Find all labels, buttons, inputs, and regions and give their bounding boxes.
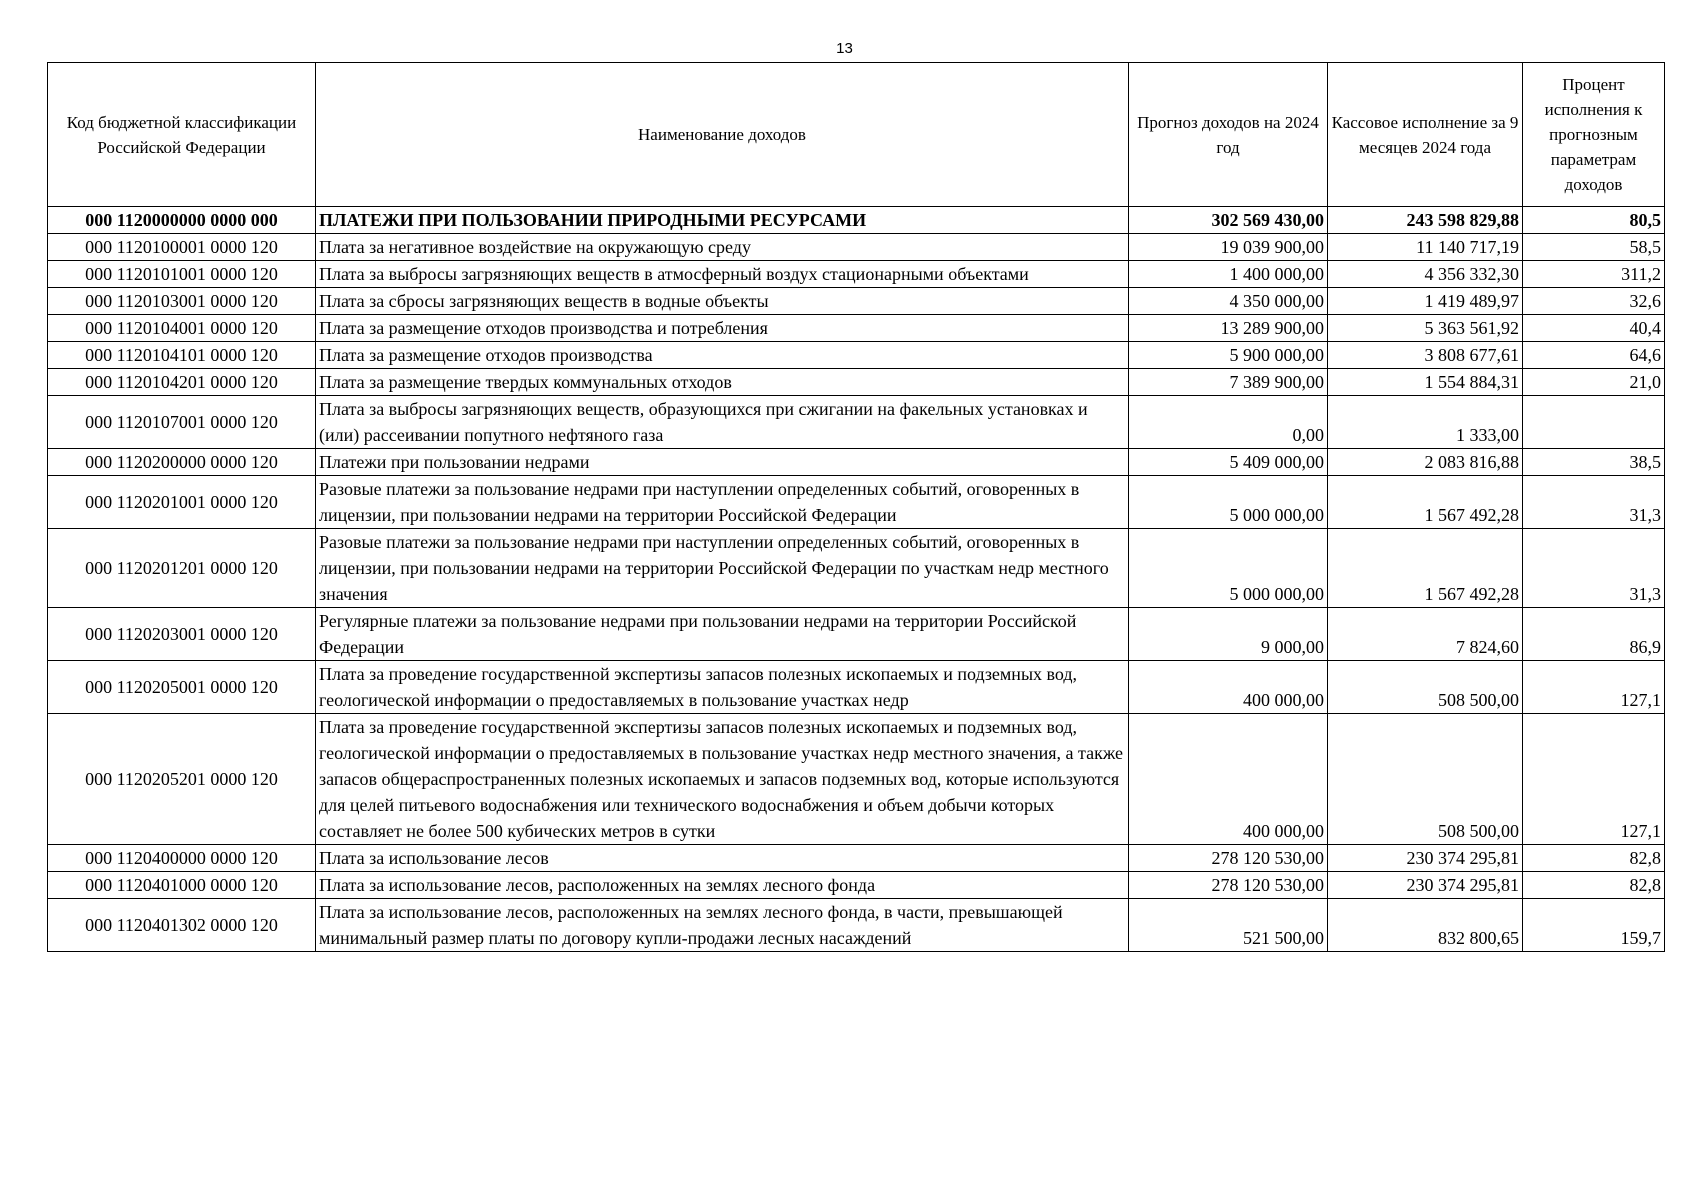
cell-code: 000 1120103001 0000 120 <box>48 288 316 315</box>
header-code: Код бюджетной классификации Российской Федерации <box>48 63 316 207</box>
cell-execution: 3 808 677,61 <box>1328 342 1523 369</box>
cell-code: 000 1120200000 0000 120 <box>48 449 316 476</box>
cell-execution: 2 083 816,88 <box>1328 449 1523 476</box>
cell-percent: 38,5 <box>1523 449 1665 476</box>
table-row <box>48 714 1665 845</box>
cell-code: 000 1120205201 0000 120 <box>48 714 316 845</box>
cell-forecast: 521 500,00 <box>1129 899 1328 952</box>
header-execution: Кассовое исполнение за 9 месяцев 2024 года <box>1328 63 1523 207</box>
cell-percent: 86,9 <box>1523 608 1665 661</box>
cell-code: 000 1120101001 0000 120 <box>48 261 316 288</box>
cell-percent: 127,1 <box>1523 714 1665 845</box>
cell-forecast: 302 569 430,00 <box>1129 207 1328 234</box>
header-forecast: Прогноз доходов на 2024 год <box>1129 63 1328 207</box>
cell-execution: 832 800,65 <box>1328 899 1523 952</box>
cell-percent: 31,3 <box>1523 529 1665 608</box>
table-row <box>48 608 1665 661</box>
cell-name: Плата за выбросы загрязняющих веществ в атмосферный воздух стационарными объектами <box>316 261 1129 288</box>
cell-name: Плата за проведение государственной экспертизы запасов полезных ископаемых и подземных вод, геологической информации о предоставляемых в пользование участках недр <box>316 661 1129 714</box>
cell-execution: 5 363 561,92 <box>1328 315 1523 342</box>
cell-forecast: 19 039 900,00 <box>1129 234 1328 261</box>
cell-percent: 82,8 <box>1523 845 1665 872</box>
cell-percent: 127,1 <box>1523 661 1665 714</box>
cell-name: Плата за негативное воздействие на окружающую среду <box>316 234 1129 261</box>
cell-percent <box>1523 396 1665 449</box>
cell-name: Плата за использование лесов <box>316 845 1129 872</box>
cell-execution: 7 824,60 <box>1328 608 1523 661</box>
cell-execution: 1 567 492,28 <box>1328 529 1523 608</box>
cell-execution: 4 356 332,30 <box>1328 261 1523 288</box>
cell-name: Платежи при пользовании недрами <box>316 449 1129 476</box>
cell-percent: 40,4 <box>1523 315 1665 342</box>
cell-code: 000 1120104101 0000 120 <box>48 342 316 369</box>
cell-code: 000 1120203001 0000 120 <box>48 608 316 661</box>
cell-name: Плата за проведение государственной экспертизы запасов полезных ископаемых и подземных вод, геологической информации о предоставляемых в пользование участках недр местного значения, а также запасов общераспространенных полезных ископаемых и запасов подземных вод, которые используются для целей питьевого водоснабжения или технического водоснабжения и объем добычи которых составляет не более 500 кубических метров в сутки <box>316 714 1129 845</box>
cell-name: Плата за размещение отходов производства <box>316 342 1129 369</box>
cell-code: 000 1120104201 0000 120 <box>48 369 316 396</box>
cell-forecast: 5 900 000,00 <box>1129 342 1328 369</box>
cell-forecast: 278 120 530,00 <box>1129 845 1328 872</box>
cell-execution: 1 554 884,31 <box>1328 369 1523 396</box>
cell-forecast: 13 289 900,00 <box>1129 315 1328 342</box>
table-row <box>48 261 1665 288</box>
table-row <box>48 661 1665 714</box>
header-percent: Процент исполнения к прогнозным параметрам доходов <box>1523 63 1665 207</box>
table-row <box>48 315 1665 342</box>
header-name: Наименование доходов <box>316 63 1129 207</box>
cell-forecast: 4 350 000,00 <box>1129 288 1328 315</box>
cell-execution: 230 374 295,81 <box>1328 845 1523 872</box>
cell-forecast: 5 000 000,00 <box>1129 529 1328 608</box>
cell-forecast: 0,00 <box>1129 396 1328 449</box>
table-row <box>48 234 1665 261</box>
cell-code: 000 1120107001 0000 120 <box>48 396 316 449</box>
cell-percent: 58,5 <box>1523 234 1665 261</box>
table-row <box>48 342 1665 369</box>
cell-forecast: 1 400 000,00 <box>1129 261 1328 288</box>
cell-name: ПЛАТЕЖИ ПРИ ПОЛЬЗОВАНИИ ПРИРОДНЫМИ РЕСУРСАМИ <box>316 207 1129 234</box>
cell-code: 000 1120400000 0000 120 <box>48 845 316 872</box>
cell-percent: 32,6 <box>1523 288 1665 315</box>
table-row <box>48 449 1665 476</box>
cell-percent: 80,5 <box>1523 207 1665 234</box>
cell-name: Плата за размещение твердых коммунальных отходов <box>316 369 1129 396</box>
cell-code: 000 1120401000 0000 120 <box>48 872 316 899</box>
page-number: 13 <box>836 40 853 57</box>
cell-percent: 159,7 <box>1523 899 1665 952</box>
table-row <box>48 872 1665 899</box>
cell-name: Плата за сбросы загрязняющих веществ в водные объекты <box>316 288 1129 315</box>
cell-percent: 311,2 <box>1523 261 1665 288</box>
cell-forecast: 5 409 000,00 <box>1129 449 1328 476</box>
table-row <box>48 476 1665 529</box>
cell-execution: 1 567 492,28 <box>1328 476 1523 529</box>
cell-percent: 64,6 <box>1523 342 1665 369</box>
cell-code: 000 1120401302 0000 120 <box>48 899 316 952</box>
cell-name: Разовые платежи за пользование недрами при наступлении определенных событий, оговоренных в лицензии, при пользовании недрами на территории Российской Федерации <box>316 476 1129 529</box>
cell-name: Плата за выбросы загрязняющих веществ, образующихся при сжигании на факельных установках и (или) рассеивании попутного нефтяного газа <box>316 396 1129 449</box>
cell-execution: 508 500,00 <box>1328 714 1523 845</box>
table-row <box>48 845 1665 872</box>
cell-forecast: 5 000 000,00 <box>1129 476 1328 529</box>
table-row <box>48 899 1665 952</box>
cell-percent: 21,0 <box>1523 369 1665 396</box>
cell-code: 000 1120201201 0000 120 <box>48 529 316 608</box>
cell-name: Плата за использование лесов, расположенных на землях лесного фонда, в части, превышающей минимальный размер платы по договору купли-продажи лесных насаждений <box>316 899 1129 952</box>
cell-execution: 11 140 717,19 <box>1328 234 1523 261</box>
cell-forecast: 400 000,00 <box>1129 661 1328 714</box>
cell-name: Плата за использование лесов, расположенных на землях лесного фонда <box>316 872 1129 899</box>
cell-execution: 230 374 295,81 <box>1328 872 1523 899</box>
table-row <box>48 207 1665 234</box>
cell-name: Разовые платежи за пользование недрами при наступлении определенных событий, оговоренных в лицензии, при пользовании недрами на территории Российской Федерации по участкам недр местного значения <box>316 529 1129 608</box>
cell-forecast: 278 120 530,00 <box>1129 872 1328 899</box>
cell-execution: 1 333,00 <box>1328 396 1523 449</box>
cell-code: 000 1120201001 0000 120 <box>48 476 316 529</box>
cell-name: Плата за размещение отходов производства и потребления <box>316 315 1129 342</box>
cell-execution: 243 598 829,88 <box>1328 207 1523 234</box>
cell-code: 000 1120100001 0000 120 <box>48 234 316 261</box>
cell-forecast: 400 000,00 <box>1129 714 1328 845</box>
budget-revenue-table <box>47 62 1665 952</box>
cell-code: 000 1120000000 0000 000 <box>48 207 316 234</box>
cell-execution: 1 419 489,97 <box>1328 288 1523 315</box>
table-row <box>48 529 1665 608</box>
cell-percent: 82,8 <box>1523 872 1665 899</box>
cell-code: 000 1120205001 0000 120 <box>48 661 316 714</box>
table-row <box>48 369 1665 396</box>
table-row <box>48 288 1665 315</box>
cell-forecast: 9 000,00 <box>1129 608 1328 661</box>
cell-execution: 508 500,00 <box>1328 661 1523 714</box>
table-row <box>48 396 1665 449</box>
table-header-row <box>48 63 1665 207</box>
cell-code: 000 1120104001 0000 120 <box>48 315 316 342</box>
cell-name: Регулярные платежи за пользование недрами при пользовании недрами на территории Российской Федерации <box>316 608 1129 661</box>
cell-percent: 31,3 <box>1523 476 1665 529</box>
cell-forecast: 7 389 900,00 <box>1129 369 1328 396</box>
